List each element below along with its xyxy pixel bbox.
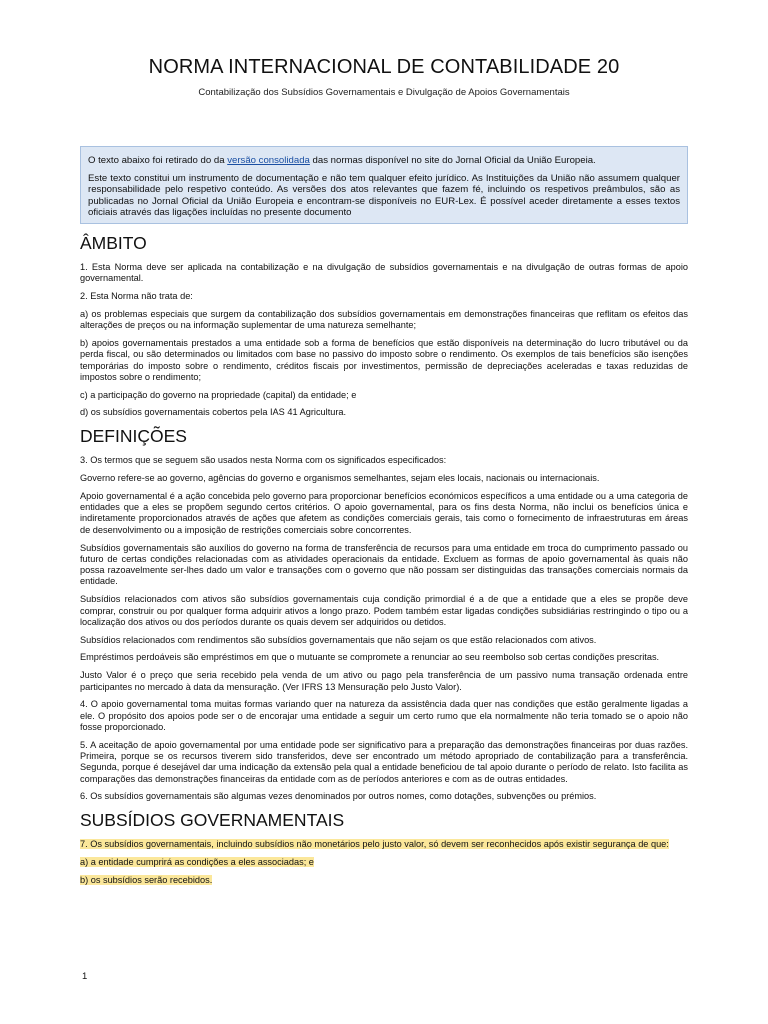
notice-disclaimer: Este texto constitui um instrumento de documentação e não tem qualquer efeito jurídico. As Instituições da União não assumem qualquer responsabilidade pelo respetivo conteúdo. As versões dos atos relevantes que fazem fé, incluindo os respetivos preâmbulos, são as publicadas no Jornal Oficial da União Europeia e encontram-se disponíveis no EUR-Lex. É possível aceder diretamente a esses textos oficiais através das ligações incluídas no presente documento [88, 172, 680, 219]
paragraph: 3. Os termos que se seguem são usados nesta Norma com os significados especificados: [80, 455, 447, 466]
document-body [80, 232, 688, 893]
paragraph: Subsídios governamentais são auxílios do governo na forma de transferência de recursos para uma entidade em troca do cumprimento passado ou futuro de certas condições relacionadas com as atividades operacionais da entidade. Excluem as formas de apoio governamental às quais não possa razoavelmente ser-lhes dado um valor e transações com o governo que não possam ser distinguidas das transações comerciais normais da entidade. [80, 542, 688, 587]
paragraph: d) os subsídios governamentais cobertos pela IAS 41 Agricultura. [80, 407, 347, 418]
paragraph: Justo Valor é o preço que seria recebido pela venda de um ativo ou pago pela transferência de um passivo numa transação ordenada entre participantes no mercado à data da mensuração. (Ver IFRS 13 Mensuração pelo Justo Valor). [80, 670, 688, 692]
paragraph: 1. Esta Norma deve ser aplicada na contabilização e na divulgação de subsídios governamentais e na divulgação de outras formas de apoio governamental. [80, 262, 688, 284]
section-heading-definicoes: DEFINIÇÕES [80, 426, 187, 447]
paragraph: Governo refere-se ao governo, agências do governo e organismos semelhantes, sejam eles locais, nacionais ou internacionais. [80, 473, 600, 484]
section-heading-subsidios: SUBSÍDIOS GOVERNAMENTAIS [80, 810, 345, 831]
paragraph: Apoio governamental é a ação concebida pelo governo para proporcionar benefícios económicos específicos a uma entidade ou a uma categoria de entidades que a eles se propõem segundo certos critérios. O apoio governamental, para os fins desta Norma, não inclui os benefícios única e indiretamente proporcionados através de ações que afetem as condições comerciais gerais, tais como o fornecimento de infraestruturas em áreas de desenvolvimento ou a imposição de restrições comerciais sobre concorrentes. [80, 490, 688, 535]
paragraph: c) a participação do governo na propriedade (capital) da entidade; e [80, 389, 357, 400]
paragraph: 6. Os subsídios governamentais são algumas vezes denominados por outros nomes, como dotações, subvenções ou prémios. [80, 791, 597, 802]
paragraph: Subsídios relacionados com ativos são subsídios governamentais cuja condição primordial é a de que a entidade que a eles se propõe deve comprar, construir ou por qualquer forma adquirir ativos a longo prazo. Podem também estar ligadas condições subsidiárias restringindo o tipo ou a localização dos ativos ou dos períodos durante os quais devem ser adquiridos ou detidos. [80, 594, 688, 627]
highlighted-paragraph: a) a entidade cumprirá as condições a eles associadas; e [80, 856, 314, 867]
paragraph: Subsídios relacionados com rendimentos são subsídios governamentais que não sejam os que estão relacionados com ativos. [80, 634, 597, 645]
paragraph: a) os problemas especiais que surgem da contabilização dos subsídios governamentais em demonstrações financeiras que reflitam os efeitos das alterações de preços ou na informação suplementar de uma natureza semelhante; [80, 308, 688, 331]
highlighted-paragraph: 7. Os subsídios governamentais, incluindo subsídios não monetários pelo justo valor, só devem ser reconhecidos após existir segurança de que: [80, 839, 669, 850]
paragraph: 2. Esta Norma não trata de: [80, 291, 193, 302]
section-heading-ambito: ÂMBITO [80, 233, 147, 253]
paragraph: b) apoios governamentais prestados a uma entidade sob a forma de benefícios que estão disponíveis na determinação do lucro tributável ou da perda fiscal, ou são determinados ou limitados com base no passivo do imposto sobre o rendimento. Os exemplos de tais benefícios são isenções temporárias do imposto sobre o rendimento, créditos fiscais por investimentos, permissão de depreciações aceleradas e taxas reduzidas de impostos sobre o rendimento; [80, 337, 688, 382]
page-number: 1 [82, 971, 88, 982]
paragraph: Empréstimos perdoáveis são empréstimos em que o mutuante se compromete a renunciar ao seu reembolso sob certas condições prescritas. [80, 652, 660, 663]
legal-notice-box [80, 146, 688, 224]
notice-source-line: O texto abaixo foi retirado do da versão consolidada das normas disponível no site do Jornal Oficial da União Europeia. [88, 155, 596, 166]
highlighted-paragraph: b) os subsídios serão recebidos. [80, 874, 213, 885]
paragraph: 4. O apoio governamental toma muitas formas variando quer na natureza da assistência dada quer nas condições que estão geralmente ligadas a ele. O propósito dos apoios pode ser o de encorajar uma entidade a seguir um certo rumo que ela normalmente não teria tomado se o apoio não fosse proporcionado. [80, 699, 688, 732]
consolidated-version-link[interactable]: versão consolidada [227, 155, 310, 166]
paragraph: 5. A aceitação de apoio governamental por uma entidade pode ser significativo para a preparação das demonstrações financeiras por duas razões. Primeira, porque se os recursos tiverem sido transferidos, deve ser encontrado um método apropriado de contabilização para a transferência. Segunda, porque é desejável dar uma indicação da extensão pela qual a entidade beneficiou de tal apoio durante o período de relato. Isto facilita as comparações das demonstrações financeiras da entidade com as de períodos anteriores e com as de outras entidades. [80, 739, 688, 784]
document-subtitle: Contabilização dos Subsídios Governamentais e Divulgação de Apoios Governamentais [198, 87, 570, 98]
document-title: NORMA INTERNACIONAL DE CONTABILIDADE 20 [148, 56, 620, 78]
